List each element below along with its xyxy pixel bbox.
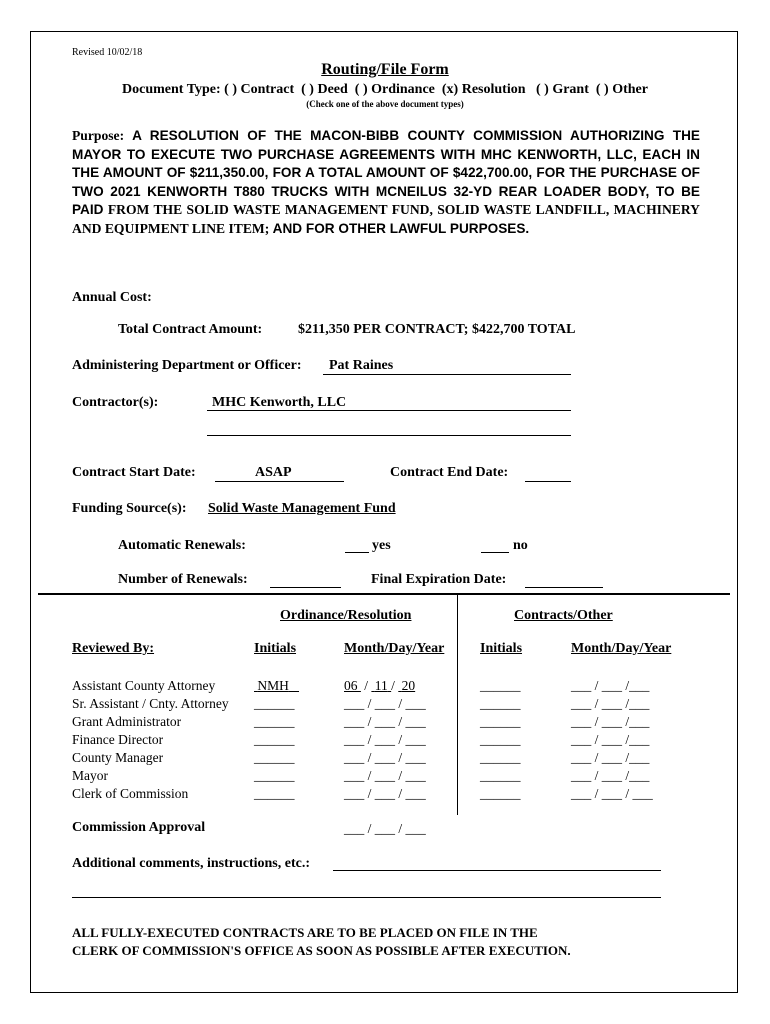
initials-blank[interactable]: ______: [254, 750, 295, 765]
comments-label: Additional comments, instructions, etc.:: [72, 856, 310, 871]
document-type-options: ( ) Contract ( ) Deed ( ) Ordinance (x) Resolution ( ) Grant ( ) Other: [224, 82, 648, 97]
contract-date-blank[interactable]: ___ / ___ /___: [571, 732, 650, 747]
total-contract-label: Total Contract Amount:: [118, 322, 263, 337]
reviewer-name: Mayor: [72, 768, 108, 783]
initials-value[interactable]: [254, 677, 299, 695]
review-date-blank[interactable]: ___ / ___ / ___: [344, 768, 426, 783]
section-divider: [38, 593, 730, 595]
contract-end-field[interactable]: [525, 481, 571, 482]
form-title: Routing/File Form: [321, 61, 449, 78]
review-date-blank[interactable]: ___ / ___ / ___: [344, 786, 426, 801]
reviewer-name: Assistant County Attorney: [72, 678, 216, 693]
administering-value[interactable]: Pat Raines: [329, 358, 394, 373]
administering-label: Administering Department or Officer:: [72, 358, 302, 373]
contract-initials-blank[interactable]: ______: [480, 786, 521, 801]
comments-field-line-2[interactable]: [72, 897, 661, 898]
contract-initials-blank[interactable]: ______: [480, 750, 521, 765]
initials-blank[interactable]: ______: [254, 696, 295, 711]
review-date-blank[interactable]: ___ / ___ / ___: [344, 696, 426, 711]
initials-blank[interactable]: ______: [254, 714, 295, 729]
footer-line-1: ALL FULLY-EXECUTED CONTRACTS ARE TO BE PLACED ON FILE IN THE: [72, 925, 538, 940]
review-date-blank[interactable]: ___ / ___ / ___: [344, 732, 426, 747]
initials-blank[interactable]: ______: [254, 768, 295, 783]
contract-initials-blank[interactable]: ______: [480, 714, 521, 729]
column-divider: [457, 594, 458, 815]
revised-date: Revised 10/02/18: [72, 47, 143, 58]
comments-field-line[interactable]: [333, 870, 661, 871]
purpose-block: [72, 127, 700, 238]
commission-approval-label: Commission Approval: [72, 820, 206, 835]
renewals-no-blank[interactable]: [481, 552, 509, 553]
ordinance-resolution-header: Ordinance/Resolution: [280, 608, 412, 623]
initials-header-2: Initials: [480, 641, 523, 656]
check-note: (Check one of the above document types): [306, 99, 464, 109]
purpose-text-c: AND FOR OTHER LAWFUL PURPOSES.: [272, 220, 530, 236]
contract-initials-blank[interactable]: ______: [480, 732, 521, 747]
review-date-filled[interactable]: 06 / 11 / 20: [344, 678, 416, 693]
contract-start-label: Contract Start Date:: [72, 465, 196, 480]
renewals-yes-blank[interactable]: [345, 552, 369, 553]
initials-header-1: Initials: [254, 641, 297, 656]
contract-initials-blank[interactable]: ______: [480, 696, 521, 711]
final-expiration-label: Final Expiration Date:: [371, 572, 507, 587]
date-header-2: Month/Day/Year: [571, 641, 672, 656]
initials-blank[interactable]: ______: [254, 732, 295, 747]
purpose-text-a: A RESOLUTION OF THE MACON-BIBB COUNTY COMMISSION AUTHORIZING THE MAYOR TO EXECUTE TWO PURCHASE AGREEMENTS WITH MHC KENWORTH, LLC, EACH IN THE AMOUNT OF $211,350.00, FOR A TOTAL AMOUNT OF $422,700.00, FOR THE PURCHASE OF TWO 2021 KENWORTH T880 TRUCKS WITH MCNEILUS 32-YD REAR LOADER BODY, TO BE PAID: [72, 128, 700, 217]
footer-line-2: CLERK OF COMMISSION'S OFFICE AS SOON AS POSSIBLE AFTER EXECUTION.: [72, 943, 571, 958]
document-type-label: Document Type:: [122, 82, 221, 97]
contractors-label: Contractor(s):: [72, 395, 159, 410]
reviewer-name: Sr. Assistant / Cnty. Attorney: [72, 696, 229, 711]
review-year: 20: [401, 678, 416, 693]
contract-date-blank[interactable]: ___ / ___ /___: [571, 678, 650, 693]
administering-field-line: [323, 374, 571, 375]
contract-date-blank[interactable]: ___ / ___ /___: [571, 750, 650, 765]
reviewer-name: Grant Administrator: [72, 714, 182, 729]
contract-date-blank[interactable]: ___ / ___ /___: [571, 714, 650, 729]
contract-date-blank[interactable]: ___ / ___ /___: [571, 768, 650, 783]
review-month: 06: [344, 678, 358, 693]
purpose-text-b: FROM THE SOLID WASTE MANAGEMENT FUND, SOLID WASTE LANDFILL, MACHINERY AND EQUIPMENT LINE ITEM;: [72, 202, 700, 236]
contract-start-value[interactable]: ASAP: [255, 465, 292, 480]
contract-date-blank[interactable]: ___ / ___ / ___: [571, 786, 653, 801]
review-date-blank[interactable]: ___ / ___ / ___: [344, 750, 426, 765]
reviewed-by-header: Reviewed By:: [72, 641, 155, 656]
annual-cost-label: Annual Cost:: [72, 290, 152, 305]
final-expiration-field[interactable]: [525, 587, 603, 588]
footer-notice: [72, 924, 571, 960]
contracts-other-header: Contracts/Other: [514, 608, 613, 623]
funding-value[interactable]: Solid Waste Management Fund: [208, 501, 396, 516]
contractors-value[interactable]: MHC Kenworth, LLC: [212, 395, 347, 410]
contract-date-blank[interactable]: ___ / ___ /___: [571, 696, 650, 711]
number-of-renewals-field[interactable]: [270, 587, 341, 588]
renewals-yes-label: yes: [372, 538, 391, 553]
renewals-no-label: no: [513, 538, 528, 553]
reviewer-name: County Manager: [72, 750, 164, 765]
document-type-line: [0, 82, 770, 98]
initials-text: NMH: [257, 678, 289, 693]
reviewer-name: Clerk of Commission: [72, 786, 189, 801]
review-date-blank[interactable]: ___ / ___ / ___: [344, 714, 426, 729]
review-day: 11: [374, 678, 388, 693]
date-header-1: Month/Day/Year: [344, 641, 445, 656]
contract-initials-blank[interactable]: ______: [480, 678, 521, 693]
total-contract-value[interactable]: $211,350 PER CONTRACT; $422,700 TOTAL: [298, 322, 576, 337]
funding-label: Funding Source(s):: [72, 501, 187, 516]
contract-end-label: Contract End Date:: [390, 465, 509, 480]
reviewer-name: Finance Director: [72, 732, 164, 747]
contractors-field-line-2[interactable]: [207, 435, 571, 436]
commission-approval-date[interactable]: ___ / ___ / ___: [344, 821, 426, 836]
contract-start-field-line: [215, 481, 344, 482]
automatic-renewals-label: Automatic Renewals:: [118, 538, 246, 553]
number-of-renewals-label: Number of Renewals:: [118, 572, 248, 587]
initials-blank[interactable]: ______: [254, 786, 295, 801]
purpose-label: Purpose:: [72, 128, 125, 143]
contract-initials-blank[interactable]: ______: [480, 768, 521, 783]
